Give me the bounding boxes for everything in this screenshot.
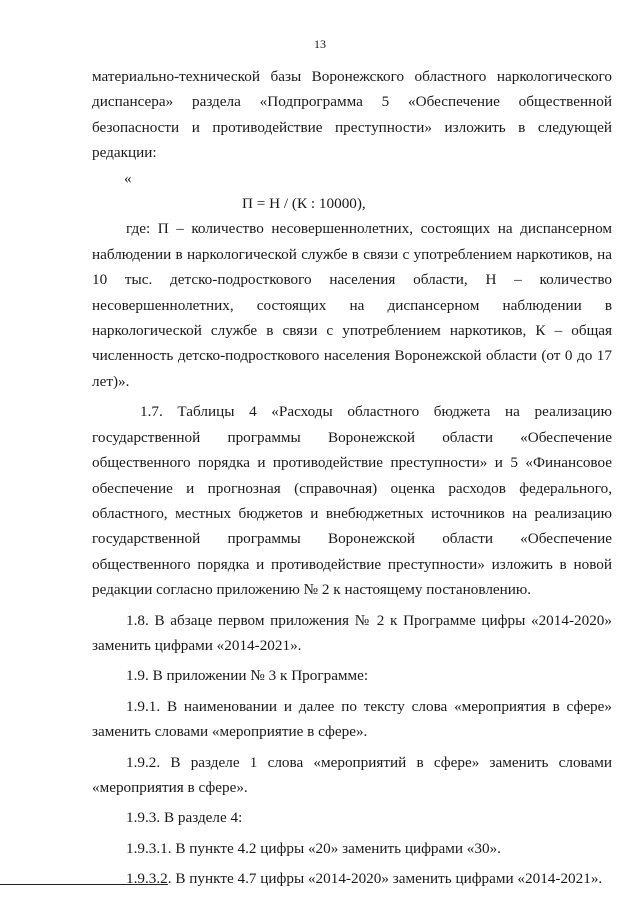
paragraph-1-9-3-1: 1.9.3.1. В пункте 4.2 цифры «20» заменить цифрами «30». <box>126 839 501 857</box>
paragraph-1-7: 1.7. Таблицы 4 «Расходы областного бюджета на реализацию государственной программы Воронежской области «Обеспечение общественного порядка и противодействие преступности» и 5 «Финансовое обеспечение и прогнозная (справочная) оценка расходов федерального, областного, местных бюджетов и внебюджетных источников на реализацию государственной программы Воронежской области «Обеспечение общественного порядка и противодействие преступности» изложить в новой редакции согласно приложению № 2 к настоящему постановлению. <box>92 403 612 599</box>
paragraph-1-8: 1.8. В абзаце первом приложения № 2 к Программе цифры «2014-2020» заменить цифрами «2014-2021». <box>92 611 612 654</box>
paragraph-1-9-3: 1.9.3. В разделе 4: <box>126 809 243 827</box>
paragraph-1-9-1: 1.9.1. В наименовании и далее по тексту слова «мероприятия в сфере» заменить словами «мероприятие в сфере». <box>92 697 612 741</box>
paragraph-1-9-3-2: 1.9.3.2. В пункте 4.7 цифры «2014-2020» заменить цифрами «2014-2021». <box>126 870 603 888</box>
page-number: 13 <box>314 37 326 51</box>
footer-rule <box>0 884 168 885</box>
paragraph-1-9-2: 1.9.2. В разделе 1 слова «мероприятий в сфере» заменить словами «мероприятия в сфере». <box>92 753 612 796</box>
paragraph-intro: материально-технической базы Воронежского областного наркологического диспансера» раздела «Подпрограмма 5 «Обеспечение общественной безопасности и противодействие преступности» изложить в следующей редакции: <box>92 68 612 162</box>
quote-open-mark: « <box>124 169 132 187</box>
document-body <box>92 64 612 892</box>
paragraph-where: где: П – количество несовершеннолетних, состоящих на диспансерном наблюдении в наркологической службе в связи с употреблением наркотиков, на 10 тыс. детско-подросткового населения области, Н – количество несовершеннолетних, состоящих на диспансерном наблюдении в наркологической службе в связи с употреблением наркотиков, К – общая численность детско-подросткового населения Воронежской области (от 0 до 17 лет)». <box>92 220 612 390</box>
formula: П = Н / (К : 10000), <box>242 195 366 213</box>
paragraph-1-9: 1.9. В приложении № 3 к Программе: <box>126 667 369 685</box>
